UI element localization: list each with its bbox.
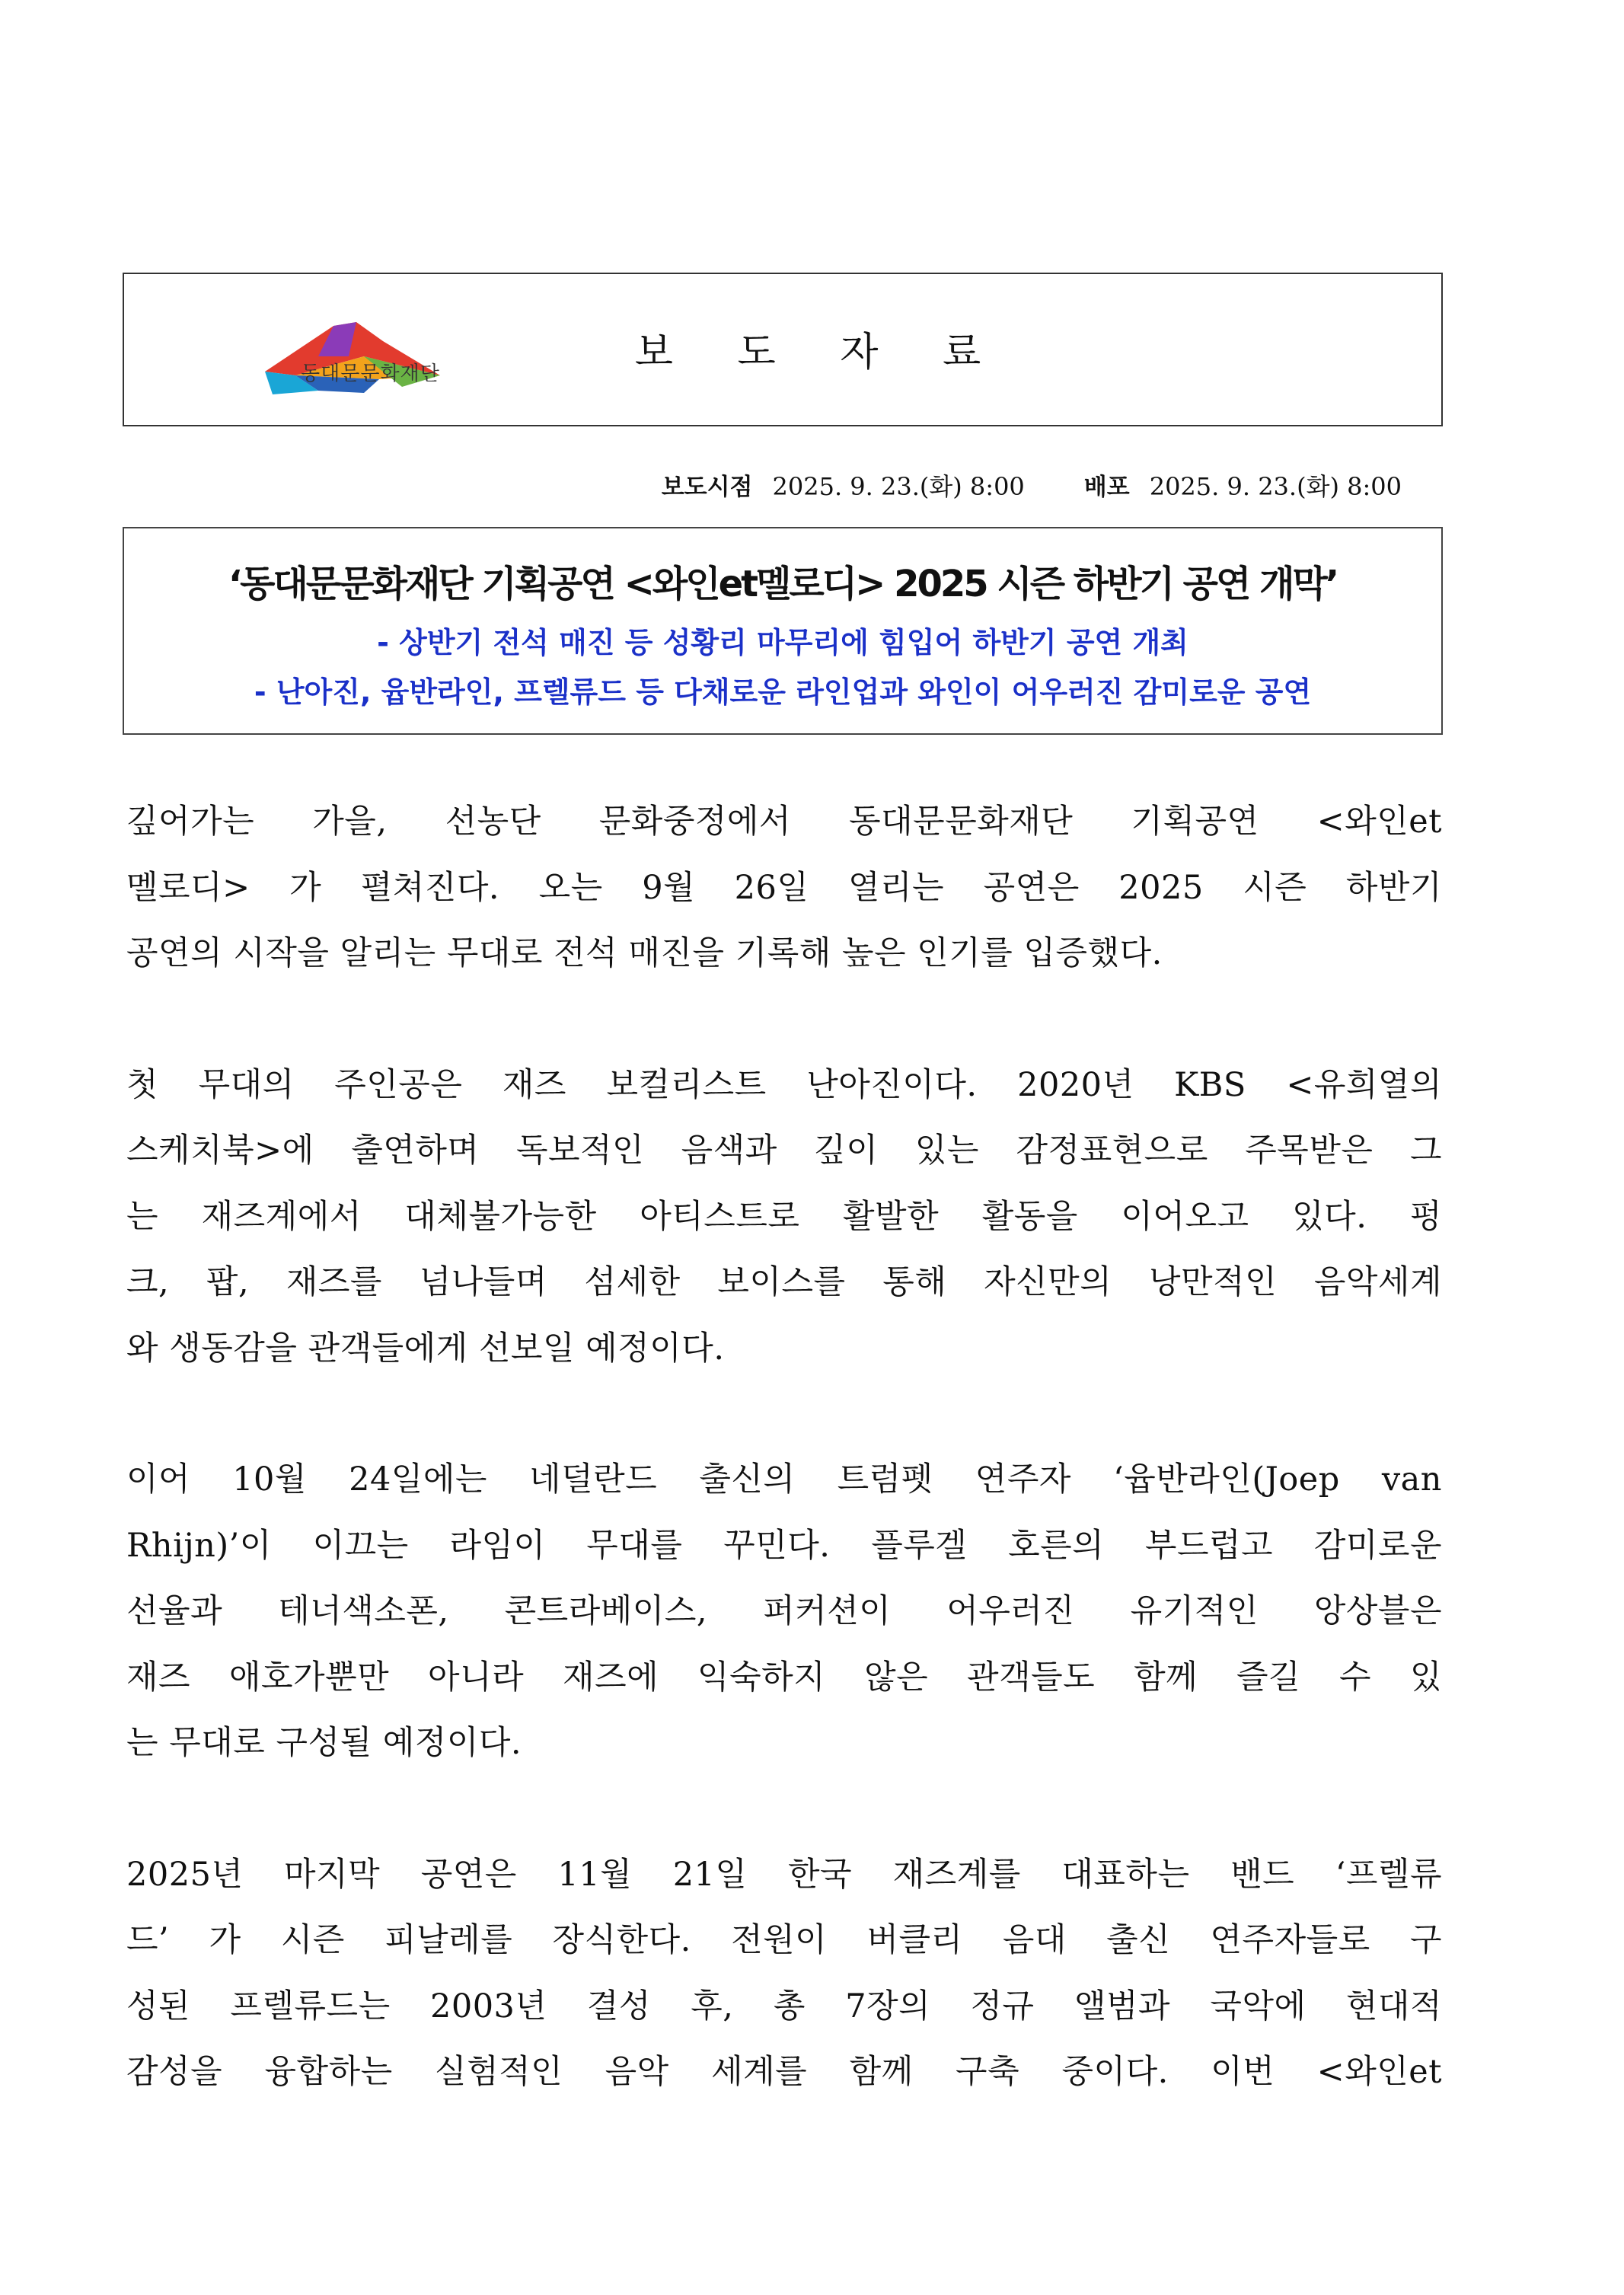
paragraph-line: 깊어가는 가을, 선농단 문화중정에서 동대문문화재단 기획공연 <와인et	[126, 803, 1442, 841]
paragraph-4	[126, 1842, 1442, 2105]
release-time-value: 2025. 9. 23.(화) 8:00	[772, 472, 1025, 501]
paragraph-line: 이어 10월 24일에는 네덜란드 출신의 트럼펫 연주자 ‘윱반라인(Joep van	[126, 1460, 1442, 1499]
header-box	[123, 273, 1443, 426]
paragraph-line: 성된 프렐류드는 2003년 결성 후, 총 7장의 정규 앨범과 국악에 현대적	[126, 1987, 1442, 2025]
distribution-label: 배포	[1083, 474, 1130, 501]
paragraph-line: Rhijn)’이 이끄는 라임이 무대를 꾸민다. 플루겔 호른의 부드럽고 감미로운	[126, 1526, 1442, 1565]
paragraph-line: 선율과 테너색소폰, 콘트라베이스, 퍼커션이 어우러진 유기적인 앙상블은	[126, 1592, 1442, 1630]
paragraph-line: 감성을 융합하는 실험적인 음악 세계를 함께 구축 중이다. 이번 <와인et	[126, 2053, 1442, 2091]
paragraph-1	[126, 789, 1442, 987]
paragraph-2	[126, 1052, 1442, 1382]
headline: ‘동대문문화재단 기획공연 <와인et멜로디> 2025 시즌 하반기 공연 개막’	[228, 563, 1338, 605]
paragraph-line: 는 무대로 구성될 예정이다.	[126, 1724, 522, 1762]
paragraph-line: 공연의 시작을 알리는 무대로 전석 매진을 기록해 높은 인기를 입증했다.	[126, 934, 1163, 972]
paragraph-line: 첫 무대의 주인공은 재즈 보컬리스트 난아진이다. 2020년 KBS <유희열의	[126, 1065, 1442, 1104]
subheadline-2: - 난아진, 윱반라인, 프렐류드 등 다채로운 라인업과 와인이 어우러진 감미로운 공연	[254, 675, 1312, 709]
paragraph-line: 2025년 마지막 공연은 11월 21일 한국 재즈계를 대표하는 밴드 ‘프렐류	[126, 1855, 1442, 1894]
article-body	[126, 789, 1442, 2171]
headline-box	[123, 527, 1443, 735]
paragraph-line: 는 재즈계에서 대체불가능한 아티스트로 활발한 활동을 이어오고 있다. 펑	[126, 1197, 1442, 1236]
release-time-label: 보도시점	[661, 474, 753, 501]
paragraph-line: 멜로디> 가 펼쳐진다. 오는 9월 26일 열리는 공연은 2025 시즌 하반기	[126, 868, 1442, 907]
foundation-logo-text: 동대문문화재단	[301, 362, 440, 385]
paragraph-line: 크, 팝, 재즈를 넘나들며 섬세한 보이스를 통해 자신만의 낭만적인 음악세계	[126, 1263, 1442, 1301]
paragraph-line: 와 생동감을 관객들에게 선보일 예정이다.	[126, 1329, 725, 1368]
document-type-title: 보 도 자 료	[634, 330, 1007, 375]
paragraph-line: 드’ 가 시즌 피날레를 장식한다. 전원이 버클리 음대 출신 연주자들로 구	[126, 1921, 1442, 1959]
distribution-value: 2025. 9. 23.(화) 8:00	[1149, 472, 1402, 501]
subheadline-1: - 상반기 전석 매진 등 성황리 마무리에 힘입어 하반기 공연 개최	[377, 626, 1188, 659]
release-info	[662, 468, 1402, 503]
paragraph-line: 재즈 애호가뿐만 아니라 재즈에 익숙하지 않은 관객들도 함께 즐길 수 있	[126, 1658, 1442, 1697]
paragraph-line: 스케치북>에 출연하며 독보적인 음색과 깊이 있는 감정표현으로 주목받은 그	[126, 1132, 1442, 1170]
paragraph-3	[126, 1447, 1442, 1776]
